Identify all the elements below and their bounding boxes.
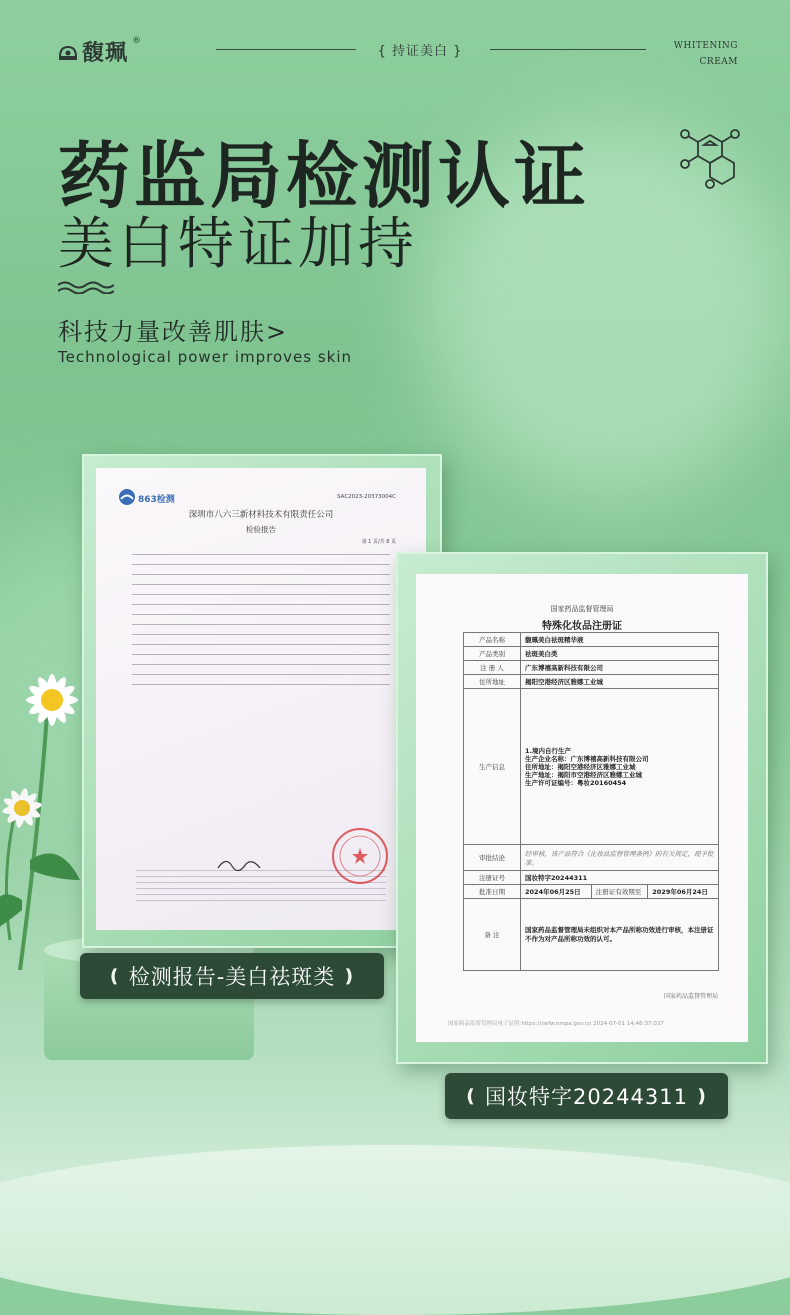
certificate-table (463, 632, 719, 971)
cream-text: CREAM (699, 57, 738, 67)
signature-image (216, 854, 266, 874)
report-row (132, 616, 390, 625)
test-report-label-text: 检测报告-美白祛斑类 (128, 965, 336, 989)
report-row (132, 636, 390, 645)
table-row (464, 675, 719, 689)
laurel-right-icon: ❫ (341, 965, 358, 987)
brand-icon (58, 43, 78, 61)
row-key: 注册证号 (464, 871, 521, 885)
report-row (132, 666, 390, 675)
whitening-cream-label (674, 38, 738, 70)
test-report-frame (82, 454, 442, 948)
stage-floor (0, 1145, 790, 1315)
certificate-stamp: 国家药品监督管理局 (663, 993, 718, 1000)
valid-until-date: 2029年06月24日 (648, 885, 719, 899)
wave-icon (58, 280, 114, 294)
table-row (464, 633, 719, 647)
report-row (132, 606, 390, 615)
row-value: 祛斑美白类 (521, 647, 719, 661)
report-logo: 863检测 (138, 495, 175, 505)
production-line: 1.境内自行生产 (525, 746, 571, 755)
certificate-title: 特殊化妆品注册证 (542, 621, 622, 632)
header-tag: { 持证美白 } (377, 44, 463, 59)
report-company: 深圳市八六三新材料技术有限责任公司 (188, 510, 334, 520)
report-row (132, 576, 390, 585)
report-code: SAC2023-20373004C (337, 494, 396, 500)
row-value: 揭阳空港经济区雅娜工业城 (521, 675, 719, 689)
certificate-document (416, 574, 748, 1042)
row-key: 产品名称 (464, 633, 521, 647)
production-line: 生产地址：揭阳市空港经济区雅娜工业城 (525, 770, 642, 779)
certificate-frame (396, 552, 768, 1064)
report-row (132, 656, 390, 665)
page-title: 药监局检测认证 (58, 133, 591, 218)
certificate-note: 国家药品监督管理局未组织对本产品所称功效进行审核，本注册证不作为对产品所称功效的认可。 (521, 899, 719, 971)
report-title: 检验报告 (246, 525, 276, 534)
page-subtitle: 美白特证加持 (58, 212, 418, 277)
certificate-issuer: 国家药品监督管理局 (550, 605, 614, 613)
table-row (464, 871, 719, 885)
row-key: 审批结论 (464, 845, 521, 871)
laurel-left-icon: ❪ (462, 1085, 480, 1107)
divider-line (490, 49, 646, 50)
registration-label-text: 国妆特字20244311 (485, 1085, 688, 1109)
whitening-text: WHITENING (673, 41, 738, 51)
tagline: 科技力量改善肌肤> (58, 318, 289, 346)
row-key: 生产信息 (464, 689, 521, 845)
laurel-left-icon: ❪ (106, 965, 123, 987)
row-value: 馥珮美白祛斑精华液 (521, 633, 719, 647)
test-report-label (80, 953, 384, 999)
report-row (132, 546, 390, 555)
table-row (464, 885, 719, 899)
row-value: 广东博禧高新科技有限公司 (521, 661, 719, 675)
review-conclusion: 经审核，该产品符合《化妆品监督管理条例》的有关规定，现予批准。 (521, 845, 719, 871)
report-row (132, 556, 390, 565)
row-key: 产品类别 (464, 647, 521, 661)
divider-line (216, 49, 356, 50)
production-line: 住所地址：揭阳空港经济区雅娜工业城 (525, 762, 636, 771)
production-line: 生产企业名称：广东博禧高新科技有限公司 (525, 754, 649, 763)
report-stamp-icon (330, 826, 390, 886)
report-page: 第 1 页/共 8 页 (361, 539, 396, 545)
production-info (521, 689, 719, 845)
certificate-footer: 国家药品监督管理局电子证照 https://zwfw.nmpa.gov.cn 2024-07-01 14:46:37:037 (448, 1021, 664, 1027)
table-row (464, 647, 719, 661)
tagline-english: Technological power improves skin (58, 348, 352, 366)
production-line: 生产许可证编号：粤妆20160454 (525, 778, 627, 787)
approval-date: 2024年06月25日 (521, 885, 592, 899)
report-row (132, 596, 390, 605)
row-key: 注册证有效期至 (591, 885, 648, 899)
row-key: 住所地址 (464, 675, 521, 689)
report-row (132, 626, 390, 635)
brand-logo (58, 36, 141, 67)
laurel-right-icon: ❫ (693, 1085, 711, 1107)
registration-number: 国妆特字20244311 (521, 871, 719, 885)
table-row (464, 845, 719, 871)
report-row (132, 586, 390, 595)
table-row (464, 899, 719, 971)
row-key: 备 注 (464, 899, 521, 971)
table-row (464, 689, 719, 845)
table-row (464, 661, 719, 675)
row-key: 注 册 人 (464, 661, 521, 675)
test-report-document (96, 468, 426, 930)
row-key: 批准日期 (464, 885, 521, 899)
molecule-icon (676, 128, 742, 190)
report-row (132, 566, 390, 575)
brand-name: 馥珮 (82, 41, 129, 66)
report-logo-icon (118, 488, 136, 506)
report-row (132, 646, 390, 655)
report-row (132, 676, 390, 685)
registration-number-label (445, 1073, 728, 1119)
registered-mark: ® (132, 36, 142, 46)
